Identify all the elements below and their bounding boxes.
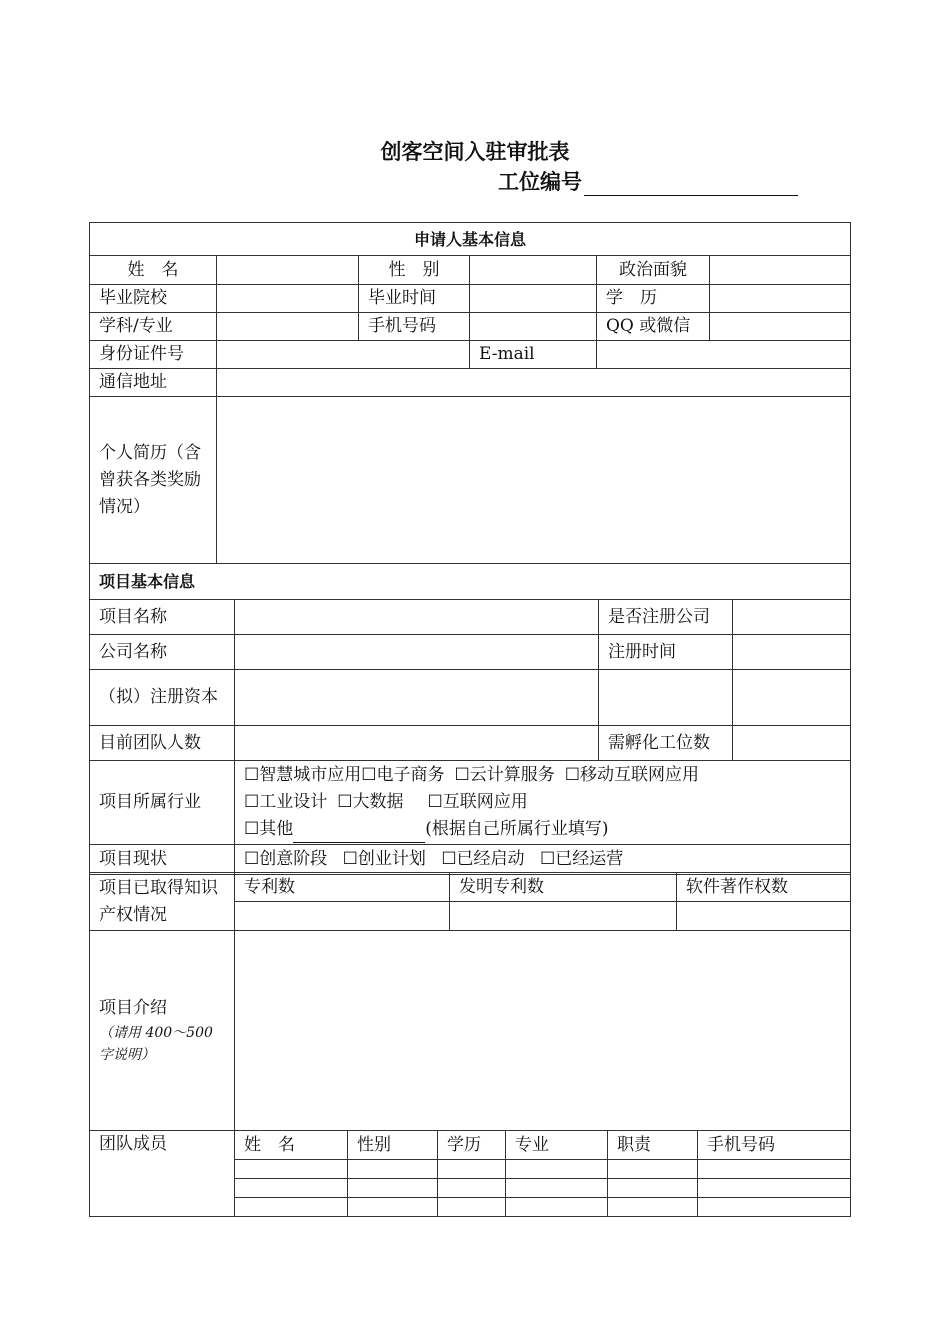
team-cell[interactable] — [608, 1179, 698, 1198]
team-cell[interactable] — [506, 1160, 608, 1179]
status-option-plan[interactable]: ☐创业计划 — [342, 849, 426, 869]
intro-table — [89, 930, 851, 1131]
team-cell[interactable] — [698, 1160, 851, 1179]
applicant-table — [89, 222, 851, 564]
intro-label: 项目介绍 — [99, 998, 167, 1018]
team-col-phone: 手机号码 — [698, 1131, 851, 1160]
gender-label: 性 别 — [359, 256, 470, 285]
major-label: 学科/专业 — [90, 313, 217, 341]
education-field[interactable] — [710, 285, 851, 313]
project-table — [89, 563, 851, 875]
status-option-operating[interactable]: ☐已经运营 — [539, 849, 624, 869]
industry-label: 项目所属行业 — [90, 761, 235, 845]
team-label: 团队成员 — [90, 1131, 235, 1217]
industry-other-input[interactable] — [293, 822, 425, 843]
id-field[interactable] — [217, 341, 470, 369]
applicant-section-title: 申请人基本信息 — [90, 223, 851, 256]
industry-line-2 — [244, 789, 850, 816]
team-cell[interactable] — [506, 1198, 608, 1217]
capital-extra-2[interactable] — [733, 670, 851, 726]
company-label: 公司名称 — [90, 635, 235, 670]
ip-invention-field[interactable] — [450, 902, 677, 931]
political-field[interactable] — [710, 256, 851, 285]
team-cell[interactable] — [698, 1179, 851, 1198]
resume-field[interactable] — [217, 397, 851, 564]
team-cell[interactable] — [438, 1198, 506, 1217]
capital-extra-1[interactable] — [599, 670, 733, 726]
email-label: E-mail — [470, 341, 597, 369]
name-field[interactable] — [217, 256, 359, 285]
team-cell[interactable] — [235, 1160, 348, 1179]
status-option-idea[interactable]: ☐创意阶段 — [244, 849, 328, 869]
team-cell[interactable] — [506, 1179, 608, 1198]
project-name-label: 项目名称 — [90, 600, 235, 635]
project-section-title: 项目基本信息 — [90, 564, 851, 600]
grad-time-field[interactable] — [470, 285, 597, 313]
industry-options — [235, 761, 851, 845]
resume-label: 个人简历（含曾获各类奖励情况） — [90, 397, 217, 564]
registered-field[interactable] — [733, 600, 851, 635]
stations-needed-label: 需孵化工位数 — [599, 726, 733, 761]
form-title: 创客空间入驻审批表 — [380, 140, 570, 164]
ip-col-invention: 发明专利数 — [450, 873, 677, 902]
qq-label: QQ 或微信 — [597, 313, 710, 341]
team-cell[interactable] — [438, 1179, 506, 1198]
address-label: 通信地址 — [90, 369, 217, 397]
industry-option-other[interactable]: ☐其他 — [244, 819, 294, 839]
ip-software-field[interactable] — [677, 902, 851, 931]
industry-option-internet[interactable]: ☐互联网应用 — [427, 792, 528, 812]
industry-line-3 — [244, 816, 850, 843]
team-col-major: 专业 — [506, 1131, 608, 1160]
phone-field[interactable] — [470, 313, 597, 341]
team-count-label: 目前团队人数 — [90, 726, 235, 761]
team-table — [89, 1130, 851, 1217]
ip-col-software: 软件著作权数 — [677, 873, 851, 902]
major-field[interactable] — [217, 313, 359, 341]
id-label: 身份证件号 — [90, 341, 217, 369]
registered-label: 是否注册公司 — [599, 600, 733, 635]
grad-time-label: 毕业时间 — [359, 285, 470, 313]
team-cell[interactable] — [608, 1160, 698, 1179]
team-cell[interactable] — [698, 1198, 851, 1217]
industry-line-1 — [244, 762, 850, 789]
political-label: 政治面貌 — [597, 256, 710, 285]
school-label: 毕业院校 — [90, 285, 217, 313]
team-col-duty: 职责 — [608, 1131, 698, 1160]
industry-option-smart-city[interactable]: ☐智慧城市应用 — [244, 765, 362, 785]
school-field[interactable] — [217, 285, 359, 313]
industry-option-big-data[interactable]: ☐大数据 — [337, 792, 404, 812]
team-cell[interactable] — [608, 1198, 698, 1217]
project-name-field[interactable] — [235, 600, 599, 635]
team-col-name: 姓 名 — [235, 1131, 348, 1160]
intro-field[interactable] — [235, 931, 851, 1131]
education-label: 学 历 — [597, 285, 710, 313]
team-col-gender: 性别 — [348, 1131, 438, 1160]
industry-option-industrial-design[interactable]: ☐工业设计 — [244, 792, 328, 812]
email-field[interactable] — [597, 341, 851, 369]
team-cell[interactable] — [235, 1179, 348, 1198]
status-label: 项目现状 — [90, 845, 235, 875]
team-cell[interactable] — [348, 1198, 438, 1217]
ip-col-patents: 专利数 — [235, 873, 450, 902]
qq-field[interactable] — [710, 313, 851, 341]
capital-label: （拟）注册资本 — [90, 670, 235, 726]
ip-patents-field[interactable] — [235, 902, 450, 931]
team-cell[interactable] — [348, 1179, 438, 1198]
station-number-input[interactable] — [584, 173, 798, 196]
ip-label: 项目已取得知识产权情况 — [90, 873, 235, 931]
station-number-label: 工位编号 — [498, 170, 582, 194]
industry-other-note: (根据自己所属行业填写) — [425, 819, 609, 839]
address-field[interactable] — [217, 369, 851, 397]
status-options — [235, 845, 851, 875]
team-cell[interactable] — [348, 1160, 438, 1179]
station-number-field — [498, 166, 798, 196]
name-label: 姓 名 — [90, 256, 217, 285]
capital-field[interactable] — [235, 670, 599, 726]
ip-table — [89, 872, 851, 931]
gender-field[interactable] — [470, 256, 597, 285]
phone-label: 手机号码 — [359, 313, 470, 341]
industry-option-ecommerce[interactable]: ☐电子商务 — [361, 765, 445, 785]
intro-label-cell — [90, 931, 235, 1131]
team-col-education: 学历 — [438, 1131, 506, 1160]
team-cell[interactable] — [235, 1198, 348, 1217]
intro-note: （请用 400～500 字说明） — [99, 1025, 213, 1063]
industry-option-cloud[interactable]: ☐云计算服务 — [454, 765, 555, 785]
stations-needed-field[interactable] — [733, 726, 851, 761]
team-count-field[interactable] — [235, 726, 599, 761]
industry-option-mobile[interactable]: ☐移动互联网应用 — [564, 765, 699, 785]
reg-time-field[interactable] — [733, 635, 851, 670]
team-cell[interactable] — [438, 1160, 506, 1179]
reg-time-label: 注册时间 — [599, 635, 733, 670]
company-field[interactable] — [235, 635, 599, 670]
status-option-started[interactable]: ☐已经启动 — [441, 849, 525, 869]
